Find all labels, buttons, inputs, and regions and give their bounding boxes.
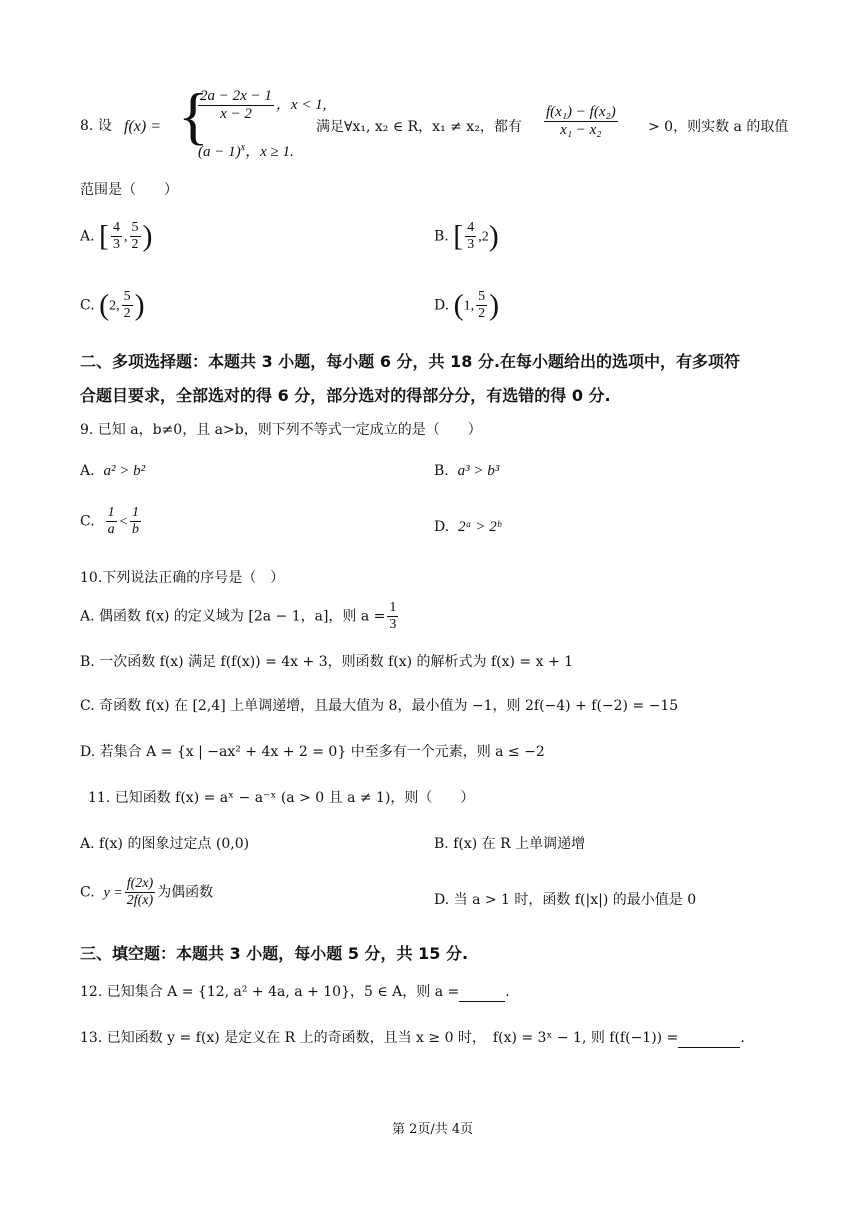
q9-option-b: B. a³ > b³ [434,463,500,479]
q8-case2: $(a - 1)^x$，x ≥ 1. [198,142,294,160]
q8-option-b: B. [ $\frac{4}{3}$ ,2) [434,219,499,253]
q8-case1: $\frac{2a - 2x - 1}{x - 2}$ ，x < 1, [200,88,327,123]
q9-option-d: D. 2ᵃ > 2ᵇ [434,519,501,535]
section3-heading: 三、填空题：本题共 3 小题，每小题 5 分，共 15 分. [80,944,469,963]
q10-option-a: A. 偶函数 f(x) 的定义域为 [2a − 1，a]，则 a = $\frac{1}{3}$ [80,600,397,633]
section2-heading-line2: 合题目要求，全部选对的得 6 分，部分选对的得部分分，有选错的得 0 分. [80,386,611,405]
q12-stem: 12. 已知集合 A = {12, a² + 4a, a + 10}，5 ∈ A，则 a = . [80,984,510,1000]
section2-heading-line1: 二、多项选择题：本题共 3 小题，每小题 6 分，共 18 分.在每小题给出的选项中，有多项符 [80,352,741,371]
page-number-footer: 第 2页/共 4页 [392,1122,474,1137]
q8-option-a: A. [ $\frac{4}{3}$ , $\frac{5}{2}$ ) [80,219,153,253]
q9-stem: 9. 已知 a，b≠0，且 a>b，则下列不等式一定成立的是（ ） [80,422,482,438]
q8-condition-text: 满足∀x₁, x₂ ∈ R，x₁ ≠ x₂，都有 [316,119,522,135]
q9-option-c: C. $\frac{1}{a}$ < $\frac{1}{b}$ [80,505,140,538]
q8-option-c: C. (2, $\frac{5}{2}$ ) [80,288,145,322]
q12-answer-blank[interactable] [459,984,505,1002]
q11-option-d: D. 当 a > 1 时，函数 f(|x|) 的最小值是 0 [434,892,697,908]
q8-stem-line2: 范围是（ ） [80,182,178,198]
q8-inequality-tail: > 0，则实数 a 的取值 [648,119,789,135]
q10-option-c: C. 奇函数 f(x) 在 [2,4] 上单调递增，且最大值为 8，最小值为 −1，则 2f(−4) + f(−2) = −15 [80,698,679,714]
q10-option-b: B. 一次函数 f(x) 满足 f(f(x)) = 4x + 3，则函数 f(x) 的解析式为 f(x) = x + 1 [80,654,574,670]
q11-option-b: B. f(x) 在 R 上单调递增 [434,836,586,852]
q10-option-d: D. 若集合 A = {x | −ax² + 4x + 2 = 0} 中至多有一个元素，则 a ≤ −2 [80,744,545,760]
q8-option-d: D. (1, $\frac{5}{2}$ ) [434,288,500,322]
q10-stem: 10.下列说法正确的序号是（ ） [80,570,285,586]
q13-answer-blank[interactable] [678,1030,740,1048]
q8-brace: { [178,80,209,151]
q11-option-c: C. y = $\frac{f(2x)}{2f(x)}$ 为偶函数 [80,876,214,909]
q13-stem: 13. 已知函数 y = f(x) 是定义在 R 上的奇函数，且当 x ≥ 0 时， f(x) = 3ˣ − 1, 则 f(f(−1)) = . [80,1030,745,1046]
q8-function-name: f(x) = [124,118,161,135]
q8-number: 8. 设 [80,118,112,134]
q11-stem: 11. 已知函数 f(x) = aˣ − a⁻ˣ (a > 0 且 a ≠ 1)，则（ ） [88,790,475,806]
q8-inequality-fraction: $\frac{\text{f(x₁) − f(x₂)}}{\text{x₁ − x₂}}$ [546,104,616,139]
q9-option-a: A. a² > b² [80,463,146,479]
q11-option-a: A. f(x) 的图象过定点 (0,0) [80,836,250,852]
